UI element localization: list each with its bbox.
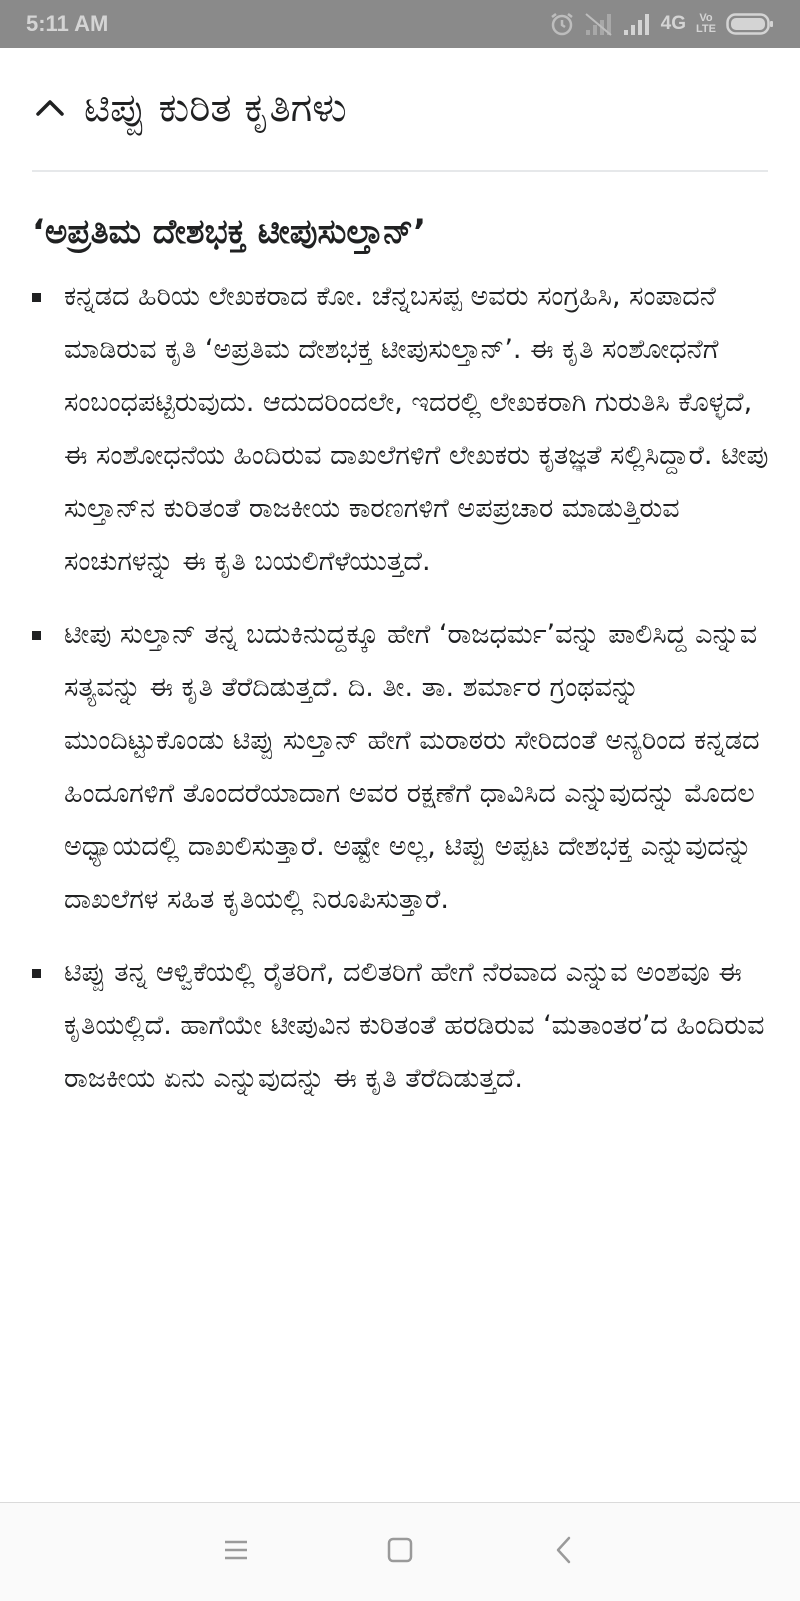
- list-item: [64, 270, 770, 588]
- volte-bottom: LTE: [696, 23, 716, 35]
- signal-strong-icon: [623, 12, 651, 36]
- network-type: 4G: [660, 13, 687, 34]
- back-button[interactable]: [482, 1503, 646, 1601]
- menu-button[interactable]: [154, 1503, 318, 1601]
- status-icons: [549, 11, 774, 37]
- battery-icon: [726, 12, 774, 36]
- status-time: 5:11 AM: [26, 11, 109, 36]
- alarm-icon: [549, 11, 575, 37]
- bullet: [32, 631, 41, 640]
- status-bar: [0, 0, 800, 48]
- subheading: ‘ಅಪ್ರತಿಮ ದೇಶಭಕ್ತ ಟೀಪುಸುಲ್ತಾನ್’: [32, 212, 427, 252]
- volte-indicator: [696, 13, 716, 35]
- bullet: [32, 293, 41, 302]
- navigation-bar: [0, 1502, 800, 1601]
- signal-weak-icon: [585, 12, 613, 36]
- menu-icon: [222, 1538, 250, 1566]
- back-icon: [552, 1535, 576, 1569]
- bullet: [32, 969, 41, 978]
- section-title: ಟಿಪ್ಪು ಕುರಿತ ಕೃತಿಗಳು: [84, 85, 347, 131]
- home-icon: [386, 1536, 414, 1568]
- home-button[interactable]: [318, 1503, 482, 1601]
- list-item-text: ಟಿಪ್ಪು ತನ್ನ ಆಳ್ವಿಕೆಯಲ್ಲಿ ರೈತರಿಗೆ, ದಲಿತರಿಗೆ ಹೇಗೆ ನೆರವಾದ ಎನ್ನುವ ಅಂಶವೂ ಈ ಕೃತಿಯಲ್ಲಿದೆ. ಹಾಗೆಯೇ ಟೀಪುವಿನ ಕುರಿತಂತೆ ಹರಡಿರುವ ‘ಮತಾಂತರ’ದ ಹಿಂದಿರುವ ರಾಜಕೀಯ ಏನು ಎನ್ನುವುದನ್ನು ಈ ಕೃತಿ ತೆರೆದಿಡುತ್ತದೆ.: [64, 957, 765, 1094]
- list-item: [64, 946, 770, 1105]
- section-header[interactable]: [32, 78, 768, 172]
- volte-top: Vo: [699, 12, 713, 24]
- list-item: [64, 608, 770, 926]
- list-item-text: ಟೀಪು ಸುಲ್ತಾನ್ ತನ್ನ ಬದುಕಿನುದ್ದಕ್ಕೂ ಹೇಗೆ ‘ರಾಜಧರ್ಮ’ವನ್ನು ಪಾಲಿಸಿದ್ದ ಎನ್ನುವ ಸತ್ಯವನ್ನು ಈ ಕೃತಿ ತೆರೆದಿಡುತ್ತದೆ. ದಿ. ತೀ. ತಾ. ಶರ್ಮಾರ ಗ್ರಂಥವನ್ನು ಮುಂದಿಟ್ಟುಕೊಂಡು ಟಿಪ್ಪು ಸುಲ್ತಾನ್ ಹೇಗೆ ಮರಾಠರು ಸೇರಿದಂತೆ ಅನ್ಯರಿಂದ ಕನ್ನಡದ ಹಿಂದೂಗಳಿಗೆ ತೊಂದರೆಯಾದಾಗ ಅವರ ರಕ್ಷಣೆಗೆ ಧಾವಿಸಿದ ಎನ್ನುವುದನ್ನು ಮೊದಲ ಅಧ್ಯಾಯದಲ್ಲಿ ದಾಖಲಿಸುತ್ತಾರೆ. ಅಷ್ಟೇ ಅಲ್ಲ, ಟಿಪ್ಪು ಅಪ್ಪಟ ದೇಶಭಕ್ತ ಎನ್ನುವುದನ್ನು ದಾಖಲೆಗಳ ಸಹಿತ ಕೃತಿಯಲ್ಲಿ ನಿರೂಪಿಸುತ್ತಾರೆ.: [64, 619, 760, 915]
- chevron-up-icon[interactable]: [32, 90, 68, 126]
- list-item-text: ಕನ್ನಡದ ಹಿರಿಯ ಲೇಖಕರಾದ ಕೋ. ಚೆನ್ನಬಸಪ್ಪ ಅವರು ಸಂಗ್ರಹಿಸಿ, ಸಂಪಾದನೆ ಮಾಡಿರುವ ಕೃತಿ ‘ಅಪ್ರತಿಮ ದೇಶಭಕ್ತ ಟೀಪುಸುಲ್ತಾನ್’. ಈ ಕೃತಿ ಸಂಶೋಧನೆಗೆ ಸಂಬಂಧಪಟ್ಟಿರುವುದು. ಆದುದರಿಂದಲೇ, ಇದರಲ್ಲಿ ಲೇಖಕರಾಗಿ ಗುರುತಿಸಿ ಕೊಳ್ಳದೆ, ಈ ಸಂಶೋಧನೆಯ ಹಿಂದಿರುವ ದಾಖಲೆಗಳಿಗೆ ಲೇಖಕರು ಕೃತಜ್ಞತೆ ಸಲ್ಲಿಸಿದ್ದಾರೆ. ಟೀಪು ಸುಲ್ತಾನ್‌ನ ಕುರಿತಂತೆ ರಾಜಕೀಯ ಕಾರಣಗಳಿಗೆ ಅಪಪ್ರಚಾರ ಮಾಡುತ್ತಿರುವ ಸಂಚುಗಳನ್ನು ಈ ಕೃತಿ ಬಯಲಿಗೆಳೆಯುತ್ತದೆ.: [64, 281, 769, 577]
- article-content: [0, 270, 800, 1502]
- item-list: [0, 270, 800, 1105]
